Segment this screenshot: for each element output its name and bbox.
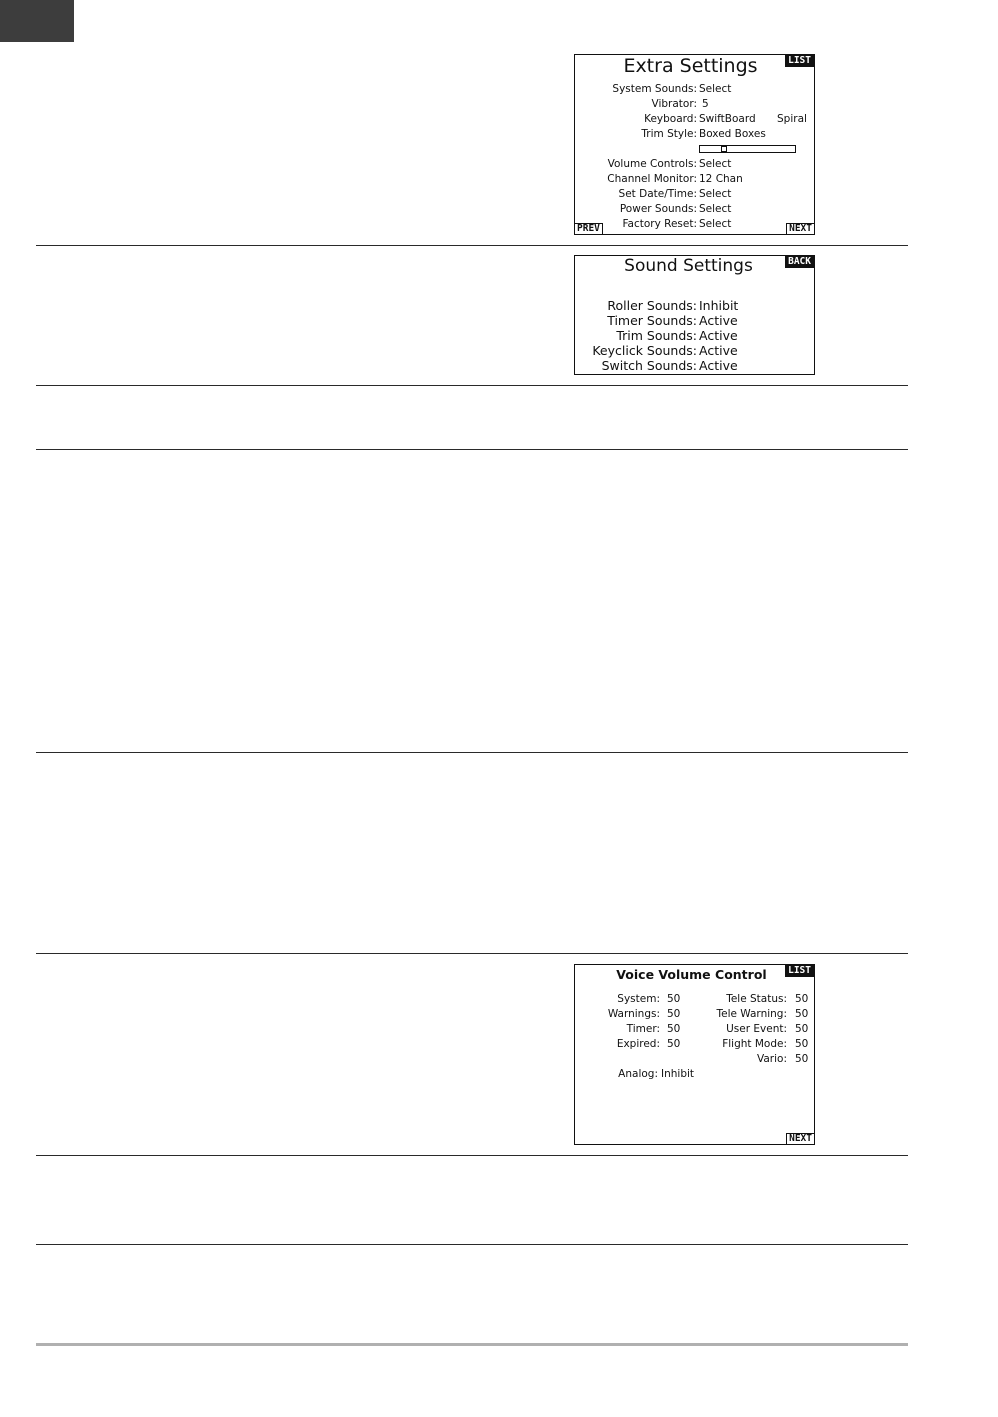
volume-row-timer[interactable] — [575, 1022, 695, 1036]
setting-label: Vibrator: — [651, 98, 697, 110]
section-divider — [36, 953, 908, 954]
next-button[interactable]: NEXT — [786, 1133, 815, 1145]
footer-rule — [36, 1343, 908, 1346]
section-divider — [36, 385, 908, 386]
volume-value: 50 — [667, 1038, 681, 1050]
screen-title: Extra Settings — [623, 55, 758, 77]
volume-label: Warnings: — [607, 1008, 660, 1020]
prev-button[interactable]: PREV — [574, 223, 603, 235]
back-button[interactable]: BACK — [785, 256, 814, 268]
volume-label: Timer: — [626, 1023, 660, 1035]
volume-label: Flight Mode: — [722, 1038, 787, 1050]
trim-preview-slider — [699, 145, 796, 153]
section-divider — [36, 752, 908, 753]
sound-label: Trim Sounds: — [616, 328, 697, 343]
sound-value: Inhibit — [699, 298, 739, 313]
setting-row-volume-controls[interactable] — [575, 157, 814, 171]
setting-row-channel-monitor[interactable] — [575, 172, 814, 186]
sound-value: Active — [699, 313, 738, 328]
volume-label: Tele Status: — [726, 993, 787, 1005]
volume-row-tele-warning[interactable] — [695, 1007, 815, 1021]
volume-row-expired[interactable] — [575, 1037, 695, 1051]
extra-settings-screen — [574, 54, 815, 235]
keyboard-option-spiral[interactable]: Spiral — [777, 113, 807, 125]
setting-value: Select — [699, 158, 732, 170]
next-button[interactable]: NEXT — [786, 223, 815, 235]
setting-value: SwiftBoard — [699, 113, 756, 125]
setting-row-set-date-time[interactable] — [575, 187, 814, 201]
setting-label: Factory Reset: — [622, 218, 697, 230]
volume-value: 50 — [667, 1008, 681, 1020]
screen-title: Voice Volume Control — [616, 967, 767, 982]
sound-label: Keyclick Sounds: — [592, 343, 697, 358]
volume-label: Tele Warning: — [716, 1008, 787, 1020]
setting-value: Select — [699, 203, 732, 215]
volume-value: 50 — [795, 1023, 809, 1035]
section-divider — [36, 1155, 908, 1156]
section-divider — [36, 449, 908, 450]
setting-row-system-sounds[interactable] — [575, 82, 814, 96]
setting-label: Channel Monitor: — [607, 173, 697, 185]
sound-row-trim[interactable] — [575, 328, 814, 343]
volume-label: User Event: — [726, 1023, 787, 1035]
sound-row-roller[interactable] — [575, 298, 814, 313]
setting-label: Trim Style: — [641, 128, 697, 140]
volume-value: 50 — [795, 1008, 809, 1020]
volume-value: 50 — [795, 993, 809, 1005]
volume-row-flight-mode[interactable] — [695, 1037, 815, 1051]
setting-label: Keyboard: — [644, 113, 697, 125]
setting-value: Select — [699, 188, 732, 200]
volume-value: 50 — [795, 1038, 809, 1050]
trim-indicator — [721, 146, 727, 152]
list-button[interactable]: LIST — [785, 55, 814, 67]
volume-value: 50 — [667, 1023, 681, 1035]
setting-value: 12 Chan — [699, 173, 743, 185]
analog-value: Inhibit — [661, 1068, 695, 1080]
setting-label: Volume Controls: — [607, 158, 697, 170]
setting-label: System Sounds: — [612, 83, 697, 95]
setting-row-power-sounds[interactable] — [575, 202, 814, 216]
section-tab — [0, 0, 74, 42]
volume-label: System: — [617, 993, 660, 1005]
setting-value: Boxed Boxes — [699, 128, 766, 140]
setting-label: Power Sounds: — [619, 203, 697, 215]
sound-label: Switch Sounds: — [601, 358, 697, 373]
volume-row-warnings[interactable] — [575, 1007, 695, 1021]
volume-label: Expired: — [616, 1038, 660, 1050]
volume-value: 50 — [667, 993, 681, 1005]
voice-volume-screen — [574, 964, 815, 1145]
sound-value: Active — [699, 343, 738, 358]
setting-row-keyboard[interactable] — [575, 112, 814, 126]
list-button[interactable]: LIST — [785, 965, 814, 977]
sound-label: Roller Sounds: — [607, 298, 697, 313]
volume-row-analog[interactable] — [575, 1067, 814, 1081]
sound-value: Active — [699, 358, 738, 373]
setting-label: Set Date/Time: — [618, 188, 697, 200]
sound-row-timer[interactable] — [575, 313, 814, 328]
setting-row-factory-reset[interactable] — [575, 217, 814, 231]
volume-label: Vario: — [757, 1053, 787, 1065]
sound-settings-screen — [574, 255, 815, 375]
section-divider — [36, 1244, 908, 1245]
volume-value: 50 — [795, 1053, 809, 1065]
section-divider — [36, 245, 908, 246]
sound-row-keyclick[interactable] — [575, 343, 814, 358]
volume-row-system[interactable] — [575, 992, 695, 1006]
setting-row-vibrator[interactable] — [575, 97, 814, 111]
sound-row-switch[interactable] — [575, 358, 814, 373]
setting-row-trim-style[interactable] — [575, 127, 814, 141]
volume-row-tele-status[interactable] — [695, 992, 815, 1006]
volume-row-vario[interactable] — [695, 1052, 815, 1066]
setting-value: 5 — [702, 98, 709, 110]
sound-label: Timer Sounds: — [607, 313, 697, 328]
sound-value: Active — [699, 328, 738, 343]
volume-row-user-event[interactable] — [695, 1022, 815, 1036]
analog-label: Analog: — [618, 1068, 658, 1080]
setting-value: Select — [699, 218, 732, 230]
screen-title: Sound Settings — [624, 256, 753, 276]
setting-value: Select — [699, 83, 732, 95]
